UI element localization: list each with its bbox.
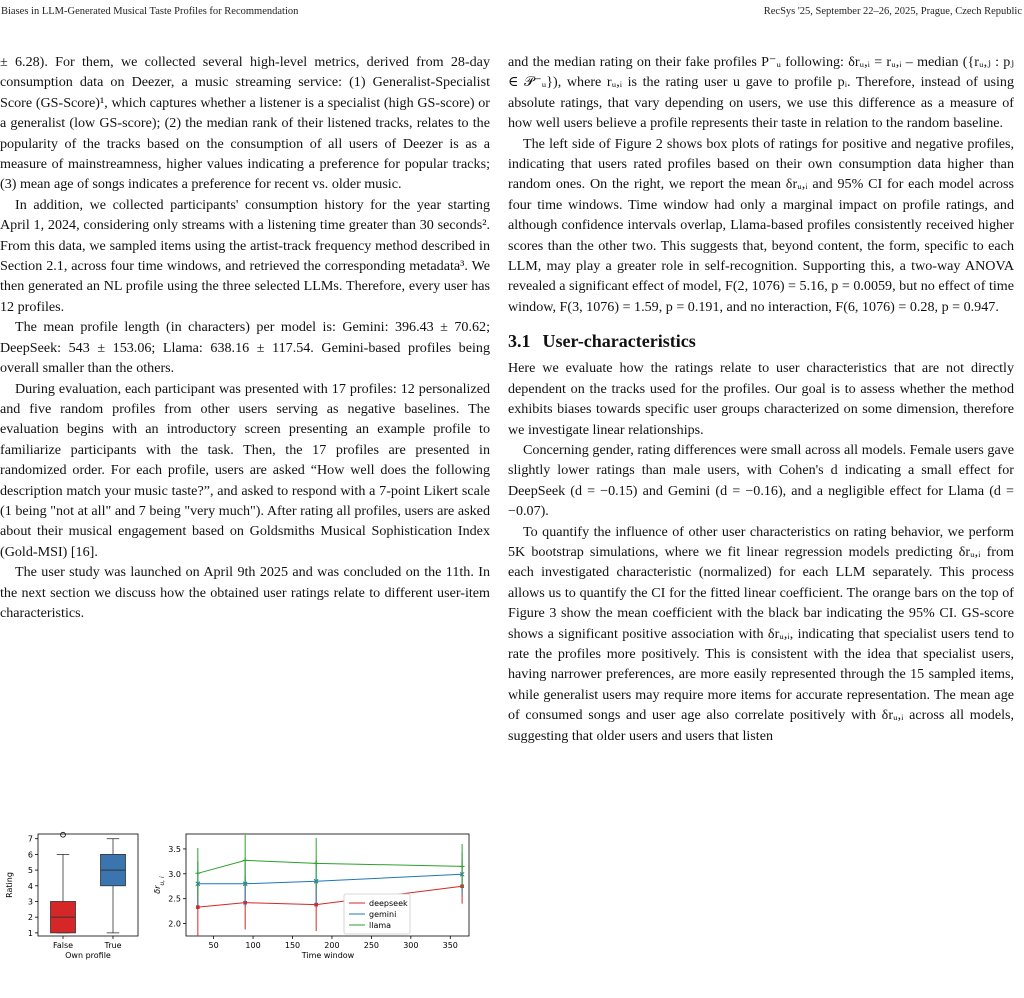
x-tick-label: 200 (324, 941, 340, 950)
x-tick-label: 100 (245, 941, 261, 950)
x-tick-label: 150 (284, 941, 301, 950)
x-axis-label: Own profile (65, 951, 111, 960)
llama-point (243, 858, 248, 863)
y-axis-label: Rating (5, 872, 14, 898)
y-tick-label: 3.0 (168, 869, 181, 879)
paragraph: and the median rating on their fake profiles P⁻ᵤ following: δrᵤ,ᵢ = rᵤ,ᵢ – median ({rᵤ,ⱼ : pⱼ ∈ 𝒫⁻ᵤ}), where rᵤ,ᵢ is the rating user u gave to profile pᵢ. Therefore, instead of using absolute ratings, that vary depending on users, we use this difference as a measure of how well users believe a profile represents their taste in relation to the random baseline. (508, 54, 1014, 132)
right-column (508, 52, 1014, 746)
left-column (0, 52, 490, 623)
paragraph: The left side of Figure 2 shows box plots of ratings for positive and negative profiles, indicating that users rated profiles based on their own consumption data higher than random ones. On the right, we report the mean δrᵤ,ᵢ and 95% CI for each model across four time windows. Time window had only a marginal impact on profile ratings, and although confidence intervals overlap, Llama-based profiles consistently received higher scores than the other two. This suggests that, beyond content, the form, specific to each LLM, may play a greater role in self-recognition. Supporting this, a two-way ANOVA revealed a significant effect of model, F(2, 1076) = 5.16, p = 0.0059, but no effect of time window, F(3, 1076) = 1.59, p = 0.191, and no interaction, F(6, 1076) = 0.28, p = 0.947. (508, 135, 1014, 315)
y-tick-label: 7 (27, 834, 33, 844)
llama-point (460, 864, 465, 869)
y-axis-label: $\delta r_{u, i}$ (153, 876, 166, 894)
x-tick-label: 350 (442, 941, 458, 950)
y-tick-label: 1 (27, 928, 33, 938)
llama-line (198, 860, 462, 873)
header-venue: RecSys '25, September 22–26, 2025, Prague, Czech Republic (763, 6, 1022, 17)
y-tick-label: 6 (27, 850, 33, 860)
paragraph: Concerning gender, rating differences were small across all models. Female users gave slightly lower ratings than male users, with Cohen's d indicating a small effect for DeepSeek (d = −0.15) and Gemini (d = −0.16), and a negligible effect for Llama (d = −0.07). (508, 441, 1014, 520)
y-tick-label: 2 (27, 913, 33, 923)
legend-label: deepseek (369, 899, 408, 908)
x-tick-label: True (104, 941, 122, 950)
paragraph: ± 6.28). For them, we collected several high-level metrics, derived from 28-day consumption data on Deezer, a music streaming service: (1) Generalist-Specialist Score (GS-Score)¹, which captures whether a listener is a specialist (high GS-score) or a generalist (low GS-score); (2) the median rank of their listened tracks, relates to the popularity of the tracks based on the consumption of all users of Deezer is as a measure of mainstreamness, higher values indicating a preference for popular tracks; (3) mean age of songs indicates a preference for recent vs. older music. (0, 54, 490, 193)
ratings-boxplot (0, 828, 150, 998)
x-tick-label: 250 (363, 941, 380, 950)
paragraph: In addition, we collected participants' consumption history for the year starting April 1, 2024, considering only streams with a listening time greater than 30 seconds². From this data, we sampled items using the artist-track frequency method described in Section 2.1, across four time windows, and retrieved the corresponding metadata³. We then generated an NL profile using the three selected LLMs. Therefore, every user has 12 profiles. (0, 196, 490, 315)
x-axis-label: Time window (301, 951, 355, 960)
paragraph: The user study was launched on April 9th 2025 and was concluded on the 11th. In the next section we discuss how the obtained user ratings relate to different user-item characteristics. (0, 564, 490, 621)
header-paper-title: Biases in LLM-Generated Musical Taste Profiles for Recommendation (1, 6, 299, 17)
x-tick-label: 50 (208, 941, 219, 950)
y-tick-label: 4 (27, 881, 33, 891)
running-head (0, 6, 1024, 20)
plot-frame (186, 834, 469, 936)
x-tick-label: 300 (403, 941, 419, 950)
gemini-line (198, 874, 462, 883)
y-axis-label-subscript: u, i (158, 876, 166, 886)
llama-point (195, 871, 200, 876)
paragraph: The mean profile length (in characters) per model is: Gemini: 396.43 ± 70.62; DeepSeek: 543 ± 153.06; Llama: 638.16 ± 117.54. Gemini-based profiles being overall smaller than the others. (0, 319, 490, 377)
y-tick-label: 5 (27, 866, 33, 876)
paragraph: During evaluation, each participant was presented with 17 profiles: 12 personalized and five random profiles from other users serving as negative baselines. The evaluation begins with an introductory screen presenting an example profile to familiarize participants with the task. Then, the 17 profiles are presented in randomized order. For each profile, users are asked “How well does the following description match your music taste?”, and asked to respond with a 7-point Likert scale (1 being "not at all" and 7 being "very much"). After rating all profiles, users are asked about their musical engagement based on Goldsmiths Musical Sophistication Index (Gold-MSI) [16]. (0, 380, 490, 560)
legend-label: llama (369, 921, 392, 930)
section-title: User-characteristics (542, 331, 696, 352)
y-tick-label: 3 (27, 897, 33, 907)
time-window-lineplot (150, 828, 470, 998)
paragraph: Here we evaluate how the ratings relate to user characteristics that are not directly dependent on the tracks used for the profiles. Our goal is to assess whether the method exhibits biases towards specific user groups characterized on some dimension, therefore we investigate linear relationships. (508, 360, 1014, 438)
deepseek-line (198, 886, 462, 907)
y-tick-label: 2.5 (168, 894, 181, 904)
y-tick-label: 3.5 (168, 844, 181, 854)
outlier-point (61, 832, 66, 837)
section-number: 3.1 (508, 331, 531, 352)
x-tick-label: False (52, 941, 74, 950)
llama-point (314, 861, 319, 866)
paragraph: To quantify the influence of other user characteristics on rating behavior, we perform 5K bootstrap simulations, where we fit linear regression models predicting δrᵤ,ᵢ from each investigated characteristic (normalized) for each LLM separately. This process allows us to quantify the CI for the fitted linear coefficient. The orange bars on the top of Figure 3 show the mean coefficient with the black bar indicating the 95% CI. GS-score shows a significant positive association with δrᵤ,ᵢ, indicating that specialist users tend to rate the profiles more positively. This is consistent with the idea that specialist users, having narrower preferences, are more easily represented through the 15 sampled items, while generalist users may require more items for accurate representation. The mean age of consumed songs and user age also correlate positively with δrᵤ,ᵢ across all models, suggesting that older users and users that listen (508, 523, 1014, 744)
legend-label: gemini (369, 910, 397, 919)
section-heading (508, 331, 1014, 352)
y-tick-label: 2.0 (168, 919, 181, 929)
figure-2 (0, 828, 470, 998)
